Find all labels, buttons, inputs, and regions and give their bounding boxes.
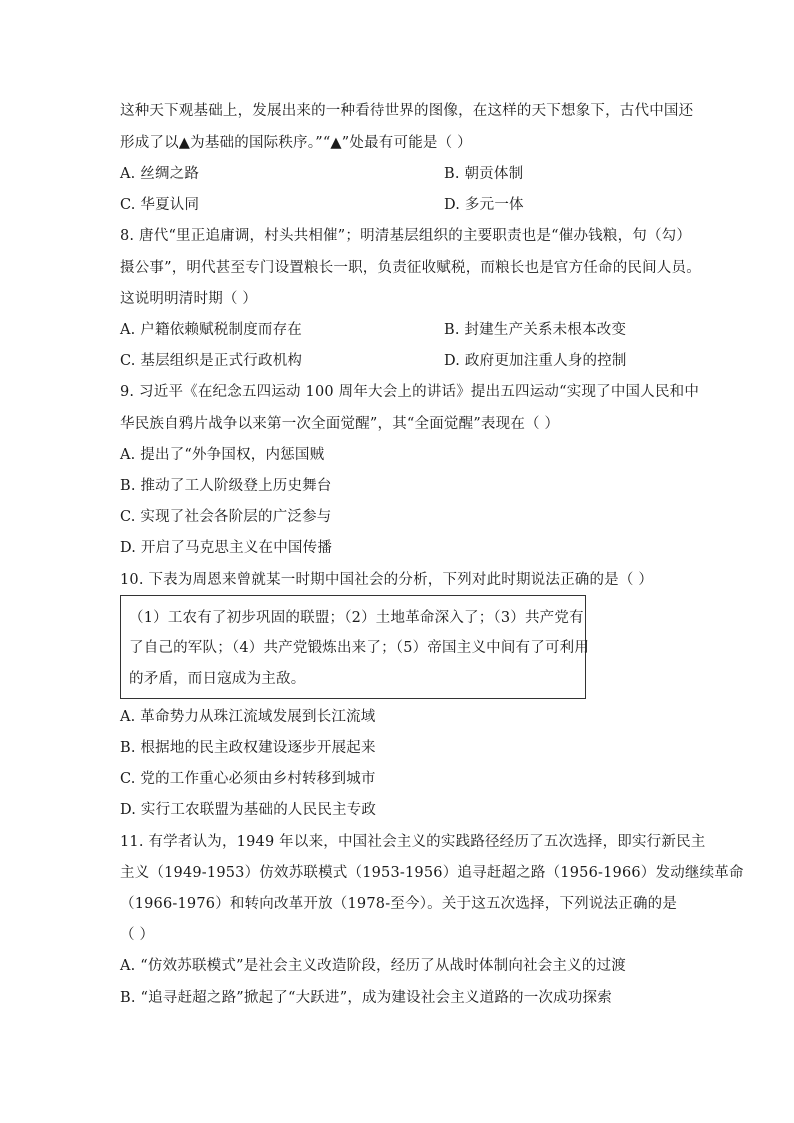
q10-option-a: A. 革命势力从珠江流域发展到长江流域 bbox=[120, 709, 376, 725]
q10-box-line-2: 了自己的军队；（4）共产党锻炼出来了；（5）帝国主义中间有了可利用 bbox=[129, 640, 590, 656]
q7-option-a: A. 丝绸之路 bbox=[120, 166, 200, 182]
q11-option-b: B. “追寻赶超之路”掀起了“大跃进”，成为建设社会主义道路的一次成功探索 bbox=[120, 990, 612, 1006]
q10-option-d: D. 实行工农联盟为基础的人民民主专政 bbox=[120, 802, 377, 818]
q10-option-b: B. 根据地的民主政权建设逐步开展起来 bbox=[120, 740, 376, 756]
q9-option-d: D. 开启了马克思主义在中国传播 bbox=[120, 540, 333, 556]
q9-option-b: B. 推动了工人阶级登上历史舞台 bbox=[120, 478, 332, 494]
q9-stem-line-1: 9. 习近平《在纪念五四运动 100 周年大会上的讲话》提出五四运动“实现了中国人民和中 bbox=[120, 384, 700, 400]
q8-stem-line-1: 8. 唐代“里正追庸调，村头共相催”；明清基层组织的主要职责也是“催办钱粮，句（勾） bbox=[120, 228, 692, 244]
q10-box-line-3: 的矛盾，而日寇成为主敌。 bbox=[129, 671, 306, 687]
q8-option-c: C. 基层组织是正式行政机构 bbox=[120, 353, 303, 369]
q11-stem-line-1: 11. 有学者认为，1949 年以来，中国社会主义的实践路径经历了五次选择，即实行新民主 bbox=[120, 834, 706, 850]
q7-option-b: B. 朝贡体制 bbox=[444, 166, 524, 182]
q10-stem-line-1: 10. 下表为周恩来曾就某一时期中国社会的分析，下列对此时期说法正确的是（ ） bbox=[120, 572, 654, 588]
q10-box-line-1: （1）工农有了初步巩固的联盟；（2）土地革命深入了；（3）共产党有 bbox=[129, 610, 584, 626]
q7-stem-line-2: 形成了以▲为基础的国际秩序。”“▲”处最有可能是（ ） bbox=[120, 135, 472, 151]
q11-stem-line-3: （1966-1976）和转向改革开放（1978-至今）。关于这五次选择，下列说法正确的是 bbox=[120, 896, 678, 912]
q7-option-c: C. 华夏认同 bbox=[120, 197, 200, 213]
q7-stem-line-1: 这种天下观基础上，发展出来的一种看待世界的图像，在这样的天下想象下，古代中国还 bbox=[120, 103, 694, 119]
q10-quote-box bbox=[120, 595, 590, 699]
q11-stem-line-4: （ ） bbox=[120, 927, 155, 943]
q10-option-c: C. 党的工作重心必须由乡村转移到城市 bbox=[120, 771, 376, 787]
q9-option-c: C. 实现了社会各阶层的广泛参与 bbox=[120, 509, 332, 525]
q7-option-d: D. 多元一体 bbox=[444, 197, 524, 213]
q8-stem-line-3: 这说明明清时期（ ） bbox=[120, 291, 258, 307]
q9-option-a: A. 提出了“外争国权，内惩国贼 bbox=[120, 447, 325, 463]
q11-stem-line-2: 主义（1949-1953）仿效苏联模式（1953-1956）追寻赶超之路（1956-1966）发动继续革命 bbox=[120, 865, 744, 881]
q8-option-d: D. 政府更加注重人身的控制 bbox=[444, 353, 627, 369]
q11-option-a: A. “仿效苏联模式”是社会主义改造阶段，经历了从战时体制向社会主义的过渡 bbox=[120, 958, 626, 974]
q8-option-a: A. 户籍依赖赋税制度而存在 bbox=[120, 322, 302, 338]
q9-stem-line-2: 华民族自鸦片战争以来第一次全面觉醒”，其“全面觉醒”表现在（ ） bbox=[120, 416, 560, 432]
q8-stem-line-2: 摄公事”，明代甚至专门设置粮长一职，负责征收赋税，而粮长也是官方任命的民间人员。 bbox=[120, 260, 701, 276]
q8-option-b: B. 封建生产关系未根本改变 bbox=[444, 322, 627, 338]
